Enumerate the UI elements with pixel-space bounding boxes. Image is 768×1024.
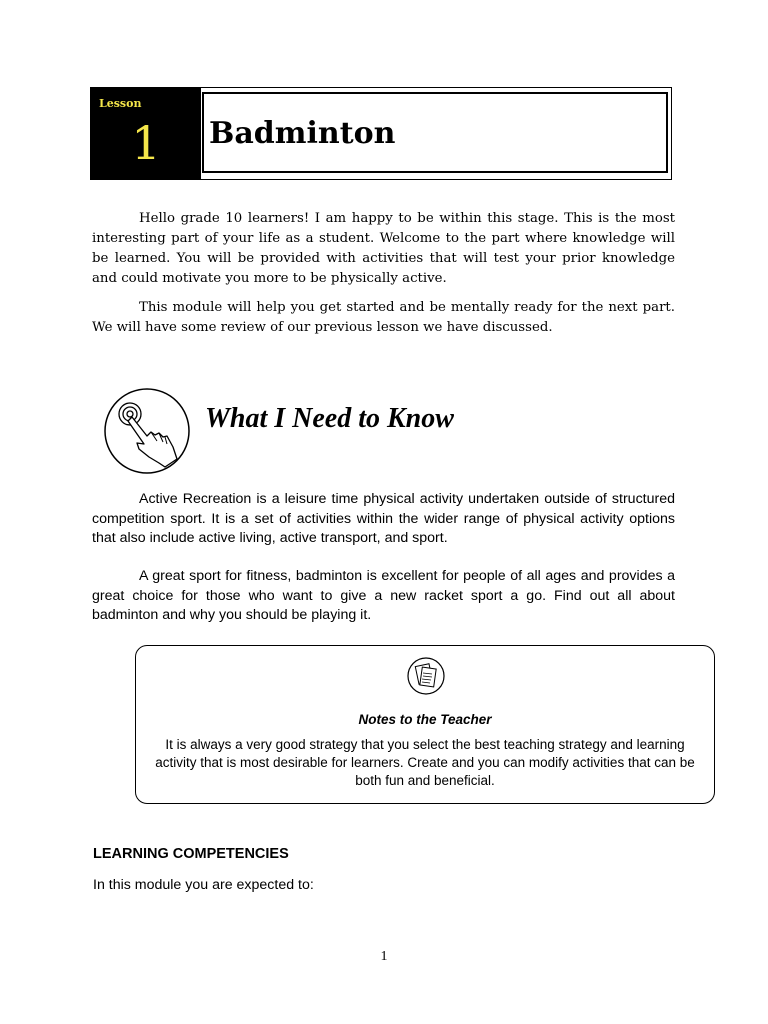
notes-body: It is always a very good strategy that you select the best teaching strategy and learning activity that is most desirable for learners. Create and you can modify activities that can be both fun and beneficial. xyxy=(155,737,695,788)
section-title: What I Need to Know xyxy=(205,403,454,434)
intro-paragraph-1: Hello grade 10 learners! I am happy to be within this stage. This is the most interesting part of your life as a student. Welcome to the part where knowledge will be learned. You will be provided with activities that will test your prior knowledge and could motivate you more to be physically active. xyxy=(92,211,675,286)
lesson-title-box xyxy=(202,92,668,173)
teacher-notes-box xyxy=(135,645,715,804)
intro-paragraph-2: This module will help you get started and be mentally ready for the next part. We will have some review of our previous lesson we have discussed. xyxy=(92,300,675,335)
pointing-hand-icon xyxy=(103,387,193,477)
section-paragraph-2: A great sport for fitness, badminton is excellent for people of all ages and provides a great choice for those who want to give a new racket sport a go. Find out all about badminton and why you should be playing it. xyxy=(92,568,675,623)
lesson-label: Lesson xyxy=(99,97,142,110)
lesson-number: 1 xyxy=(131,116,161,170)
notes-papers-icon xyxy=(406,656,446,696)
lesson-number-box xyxy=(91,88,201,179)
competencies-heading: LEARNING COMPETENCIES xyxy=(93,846,289,862)
page-number: 1 xyxy=(380,949,388,964)
notes-title: Notes to the Teacher xyxy=(358,712,492,727)
section-paragraph-1: Active Recreation is a leisure time physical activity undertaken outside of structured competition sport. It is a set of activities within the wider range of physical activity options that also include active living, active transport, and sport. xyxy=(92,491,675,546)
lesson-title: Badminton xyxy=(209,116,396,151)
competencies-intro: In this module you are expected to: xyxy=(93,877,314,893)
lesson-header xyxy=(90,87,672,180)
